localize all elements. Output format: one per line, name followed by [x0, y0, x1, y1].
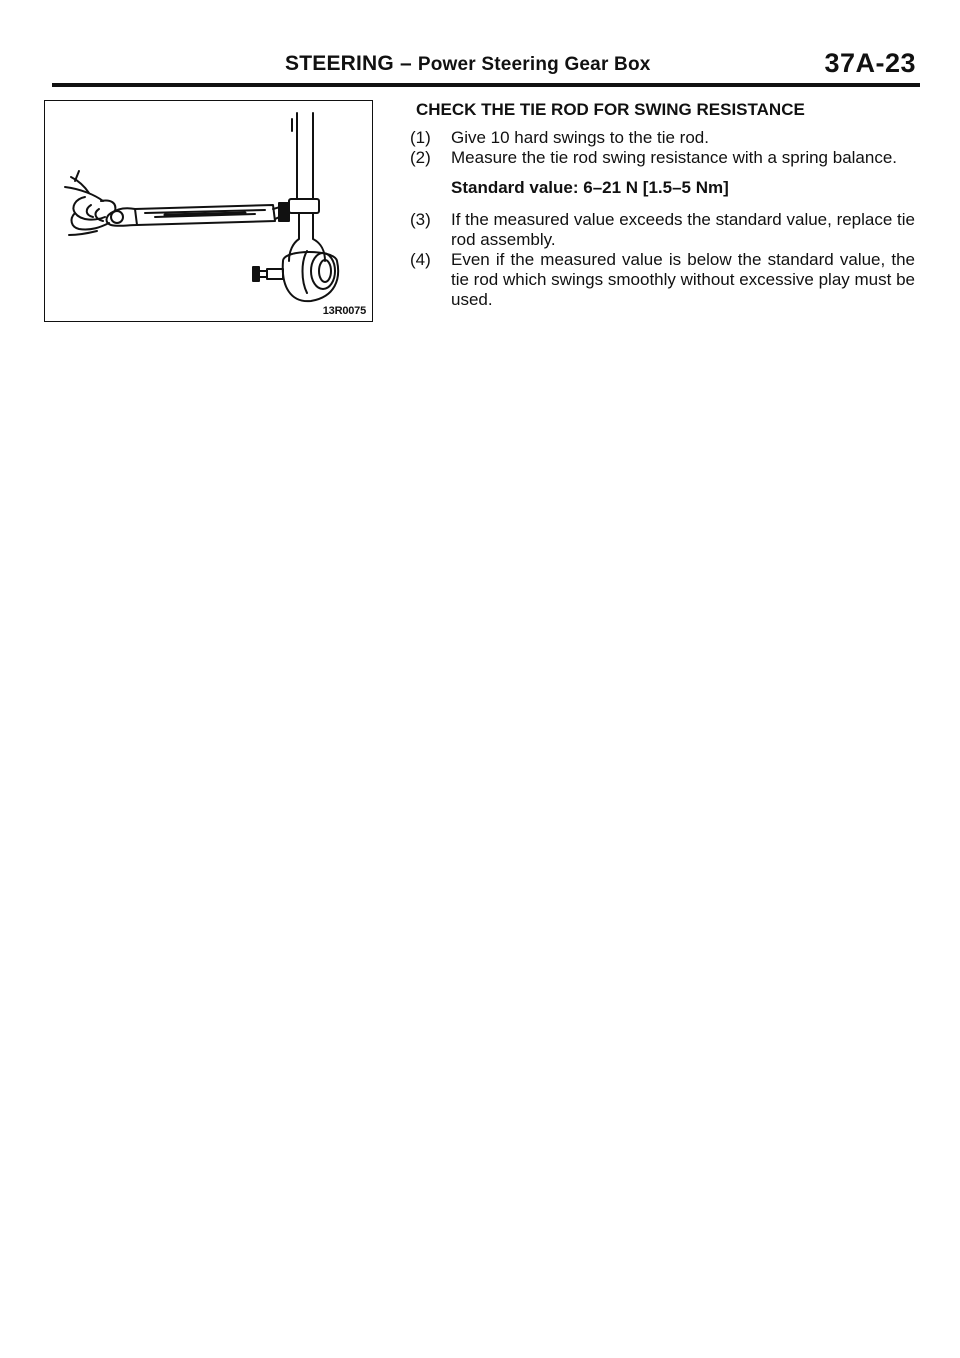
procedure-step	[410, 250, 915, 310]
section-title: STEERING	[285, 52, 394, 75]
page-number: 37A-23	[824, 48, 916, 78]
title-dash: –	[399, 52, 412, 75]
step-text: Even if the measured value is below the standard value, the tie rod which swings smoothly without excessive play must be used.	[451, 250, 915, 309]
step-text: Give 10 hard swings to the tie rod.	[451, 128, 709, 147]
procedure-step	[410, 210, 915, 250]
step-number: (1)	[410, 128, 431, 147]
page-header	[52, 50, 918, 80]
step-number: (2)	[410, 148, 431, 167]
section-subtitle: Power Steering Gear Box	[417, 54, 651, 75]
header-title	[285, 52, 651, 76]
procedure-content	[410, 100, 915, 310]
step-text: If the measured value exceeds the standard value, replace tie rod assembly.	[451, 210, 916, 249]
procedure-step	[410, 148, 915, 168]
step-number: (4)	[410, 250, 431, 269]
standard-value: Standard value: 6–21 N [1.5–5 Nm]	[451, 178, 729, 197]
tie-rod-spring-balance-illustration	[45, 101, 371, 320]
figure-id-label: 13R0075	[322, 305, 366, 317]
tie-rod-figure	[44, 100, 373, 322]
header-divider	[52, 83, 920, 87]
procedure-step	[410, 128, 915, 148]
step-number: (3)	[410, 210, 431, 229]
section-heading: CHECK THE TIE ROD FOR SWING RESISTANCE	[416, 100, 805, 119]
step-text: Measure the tie rod swing resistance with a spring balance.	[451, 148, 898, 167]
